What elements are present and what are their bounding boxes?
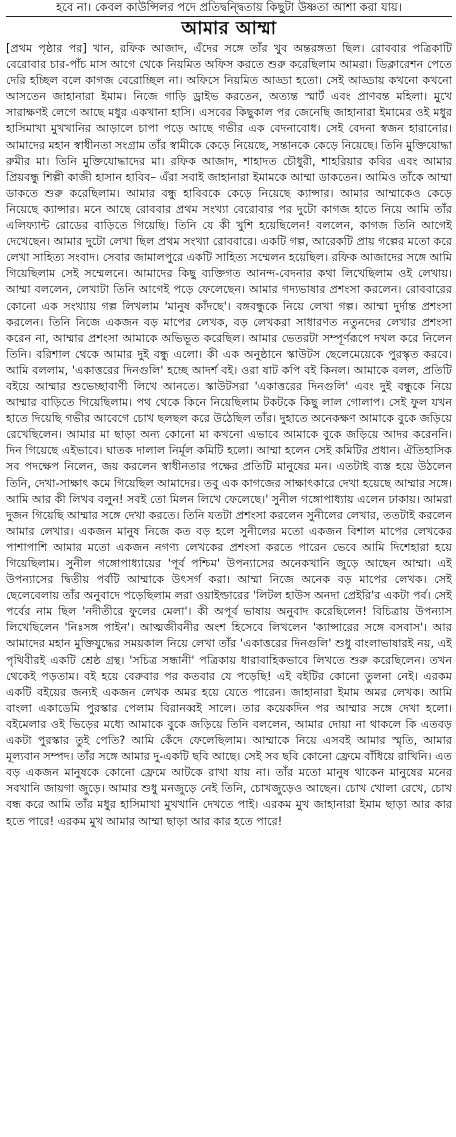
article-paragraph: [প্রথম পৃষ্ঠার পর] খান, রফিক আজাদ, এঁদের সঙ্গে তাঁর খুব অন্তরঙ্গতা ছিল। রোববার পত্রিকাটি বেরোবার চার-পাঁচ মাস আগে থেকে নিয়মিত অফিস করতে শুরু করেছিলাম আমরা। ডিক্লারেশন পেতে দেরি হচ্ছিল বলে কাগজ বেরোচ্ছিল না। অফিসে নিয়মিত আড্ডা হতো। সেই আড্ডায় কখনো কখনো আসতেন জাহানারা ইমাম। নিজে গাড়ি ড্রাইভ করতেন, অত্যন্ত স্মার্ট এবং প্রাণবন্ত মহিলা। মুখে সারাক্ষণই লেগে আছে মধুর একখানা হাসি। এসবের কিছুকাল পর জেনেছি জাহানারা ইমামের ওই মধুর হাসিমাখা মুখখানির আড়ালে চাপা পড়ে আছে গভীর এক বেদনাবোধ। সেই বেদনা স্বজন হারানোর। আমাদের মহান স্বাধীনতা সংগ্রাম তাঁর স্বামীকে কেড়ে নিয়েছে, সন্তানকে কেড়ে নিয়েছে। তিনি মুক্তিযোদ্ধা রুমীর মা। তিনি মুক্তিযোদ্ধাদের মা। রফিক আজাদ, শাহাদত চৌধুরী, শাহরিয়ার কবির এবং আমার প্রিয়বন্ধু শিল্পী কাজী হাসান হাবিব– এঁরা সবাই জাহানারা ইমামকে আম্মা ডাকতেন। আমিও তাঁকে আম্মা ডাকতে শুরু করেছিলাম। আমার বন্ধু হাবিবকে কেড়ে নিয়েছে ক্যান্সার। আমার আম্মাকেও কেড়ে নিয়েছে ক্যান্সার। মনে আছে রোববার প্রথম সংখ্যা বেরোবার পর দুটো কাগজ হাতে নিয়ে আমি তাঁর এলিফ্যান্ট রোডের বাড়িতে গিয়েছি। তিনি যে কী খুশি হয়েছিলেন! বললেন, কাগজ তিনি আগেই দেখেছেন। আমার দুটো লেখা ছিল প্রথম সংখ্যা রোববারে। একটি গল্প, আরেকটি প্রায় গল্পের মতো করে লেখা সাহিত্য সংবাদ। সেবার জামালপুরে একটি সাহিত্য সম্মেলন হয়েছিল। রফিক আজাদের সঙ্গে আমি গিয়েছিলাম সেই সম্মেলনে। আমাদের কিছু ব্যক্তিগত আনন্দ-বেদনার কথা লিখেছিলাম ওই লেখায়। আম্মা বললেন, লেখাটা তিনি আগেই পড়ে ফেলেছেন। আমার গদ্যভাষার প্রশংসা করলেন। রোববারের কোনো এক সংখ্যায় গল্প লিখলাম 'মানুষ কাঁদছে'। বঙ্গবন্ধুকে নিয়ে লেখা গল্প। আম্মা দুর্দান্ত প্রশংসা করলেন। তিনি নিজে একজন বড় মাপের লেখক, বড় লেখকরা সাধারণত নতুনদের লেখার প্রশংসা করেন না, আম্মার প্রশংসা আমাকে অভিভূত করেছিল। আমার ভেতরটা সম্পূর্ণরূপে দখল করে নিলেন তিনি। বরিশাল থেকে আমার দুই বন্ধু এলো। কী এক অনুষ্ঠানে স্কাউটস ছেলেমেয়েকে পুরস্কৃত করবে। আমি বললাম, 'একাত্তরের দিনগুলি' হচ্ছে আদর্শ বই। ওরা ষাট কপি বই কিনল। আমাকে বলল, প্রতিটি বইয়ে আম্মার শুভেচ্ছাবাণী লিখে আনতে। স্কাউটসরা 'একাত্তরের দিনগুলি' এবং দুই বন্ধুকে নিয়ে আম্মার বাড়িতে গিয়েছিলাম। পথ থেকে কিনে নিয়েছিলাম টকটকে কিছু লাল গোলাপ। সেই ফুল যখন হাতে দিয়েছি গভীর আবেগে চোখ ছলছল করে উঠেছিল তাঁর। দুহাতে অনেকক্ষণ আমাকে বুকে জড়িয়ে রেখেছিলেন। আমার মা ছাড়া অন্য কোনো মা কখনো এভাবে আমাকে বুকে জড়িয়ে আদর করেননি। দিন গিয়েছে এইভাবে। ঘাতক দালাল নির্মূল কমিটি হলো। আম্মা হলেন সেই কমিটির প্রধান। ঐতিহাসিক সব পদক্ষেপ নিলেন, জয় করলেন স্বাধীনতার পক্ষের প্রতিটি মানুষের মন। এতটাই ব্যস্ত হয়ে উঠলেন তিনি, দেখা-সাক্ষাৎ কমে গিয়েছিল আমাদের। তবু এক কাগজের সাক্ষাৎকারে দেখা হয়েছে আম্মার সঙ্গে। আমি আর কী লিখব বলুন! সবই তো মিলন লিখে ফেলেছে।' সুনীল গঙ্গোপাধ্যায় এলেন ঢাকায়। আমরা দুজন গিয়েছি আম্মার সঙ্গে দেখা করতে। তিনি যতটা প্রশংসা করলেন সুনীলের লেখার, ততটাই করলেন আমার লেখার। একজন মানুষ নিজে কত বড় হলে সুনীলের মতো একজন বিশাল মাপের লেখকের পাশাপাশি আমার মতো একজন নগণ্য লেখকের প্রশংসা করতে পারেন ভেবে আমি দিশেহারা হয়ে গিয়েছিলাম। সুনীল গঙ্গোপাধ্যায়ের 'পূর্ব পশ্চিম' উপন্যাসের অনেকখানি জুড়ে আছেন আম্মা। এই উপন্যাসের দ্বিতীয় পর্বটি আম্মাকে উৎসর্গ করা। আম্মা নিজে অনেক বড় মাপের লেখক। সেই ছেলেবেলায় তাঁর অনুবাদে পড়েছিলাম লরা ওয়াইল্ডারের 'লিটল হাউস অনদা প্রেইরি'র একটা পর্ব। সেই পর্বের নাম ছিল 'নদীতীরে ফুলের মেলা'। কী অপূর্ব ভাষায় অনুবাদ করেছিলেন! বিচিত্রায় উপন্যাস লিখেছিলেন 'নিঃসঙ্গ পাইন'। আত্মজীবনীর অংশ হিসেবে লিখলেন 'ক্যান্সারের সঙ্গে বসবাস'। আর আমাদের মহান মুক্তিযুদ্ধের সময়কাল নিয়ে লেখা তাঁর 'একাত্তরের দিনগুলি' শুধু বাংলাভাষারই নয়, এই পৃথিবীরই একটি শ্রেষ্ঠ গ্রন্থ। 'সচিত্র সন্ধানী' পত্রিকায় ধারাবাহিকভাবে লিখতে শুরু করেছিলেন। তখন থেকেই পড়তাম। বই হয়ে বেরুবার পর কতবার যে পড়েছি! এই বইটির কোনো তুলনা নেই। এরকম একটি বইয়ের জন্যই একজন লেখক অমর হয়ে যেতে পারেন। জাহানারা ইমাম অমর লেখক। আমি বাংলা একাডেমি পুরস্কার পেলাম বিরানব্বই সালে। তার কয়েকদিন পর আম্মার সঙ্গে দেখা হলো। বইমেলার ওই ভিড়ের মধ্যে আমাকে বুকে জড়িয়ে তিনি বললেন, আমার দোয়া না থাকলে কি এতবড় একটা পুরস্কার তুই পেতি? আমি কেঁদে ফেলেছিলাম। আম্মাকে নিয়ে এসবই আমার স্মৃতি, আমার মূল্যবান সম্পদ। তাঁর সঙ্গে আমার দু-একটি ছবি আছে। সেই সব ছবি কোনো ফ্রেমে বাঁধিয়ে রাখিনি। এত বড় একজন মানুষকে কোনো ফ্রেমে আটকে রাখা যায় না। তাঁর মতো মানুষ থাকেন মানুষের মনের সবখানি জায়গা জুড়ে। আমার শুধু মনজুড়ে নেই তিনি, চোখজুড়েও আছেন। চোখ খোলা রেখে, চোখ বন্ধ করে আমি তাঁর মধুর হাসিমাখা মুখখানি দেখতে পাই। এরকম মুখ জাহানারা ইমাম ছাড়া আর কার হতে পারে! এরকম মুখ আমার আম্মা ছাড়া আর কার হতে পারে! (6, 42, 452, 828)
headline-container (6, 17, 452, 41)
article-headline: আমার আম্মা (181, 18, 277, 39)
previous-article-tail: হবে না। কেবল কাউন্সিলর পদে প্রতিদ্বন্দ্বিতায় কিছুটা উষ্ণতা আশা করা যায়। (6, 0, 452, 17)
article-body (6, 41, 452, 1135)
